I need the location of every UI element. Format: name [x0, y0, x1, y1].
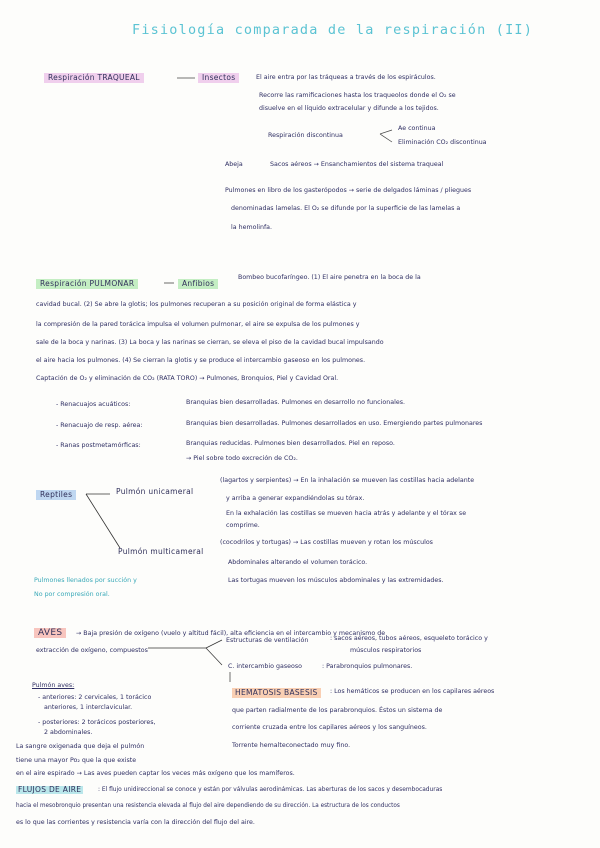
anfibios-line-5: el aire hacia los pulmones. (4) Se cierran la glotis y se produce el intercambio gaseoso en los pulmones. [36, 357, 366, 364]
multicameral-line-1: (cocodrilos y tortugas) → Las costillas mueven y rotan los músculos [220, 539, 433, 546]
label-insectos: Insectos [198, 73, 239, 83]
sacos-anteriores-1: - anteriores: 2 cervicales, 1 torácico [38, 694, 152, 701]
hematosis-heading: HEMATOSIS BASESIS [232, 688, 321, 698]
unicameral-line-4: comprime. [226, 522, 260, 529]
reptiles-side-note-2: No por compresión oral. [34, 591, 110, 598]
flujos-line-2: hacia el mesobronquio presentan una resistencia elevada al flujo del aire dependiendo de su dirección. La estructura de los conductos [16, 803, 400, 809]
estructuras-ventilacion: Estructuras de ventilación [226, 637, 309, 644]
renacuajo-aerea-label: - Renacuajo de resp. aérea: [56, 422, 143, 429]
multicameral-line-3: Las tortugas mueven los músculos abdominales y las extremidades. [228, 577, 444, 584]
aves-line-1: → Baja presión de oxígeno (vuelo y altitud fácil), alta eficiencia en el intercambio y mecanismo de [76, 630, 386, 637]
anfibios-line-3: la compresión de la pared torácica impulsa el volumen pulmonar, el aire se expulsa de los pulmones y [36, 321, 360, 328]
sacos-anteriores-2: anteriores, 1 interclavicular. [44, 704, 133, 711]
ventilacion-text-2: músculos respiratorios [350, 647, 422, 654]
sangre-line-1: La sangre oxigenada que deja el pulmón [16, 743, 145, 750]
ranas-label: - Ranas postmetamórficas: [56, 442, 141, 449]
traqueal-line-2: Recorre las ramificaciones hasta los traqueolos donde el O₂ se [259, 92, 456, 99]
hematosis-line-1: : Los hemáticos se producen en los capilares aéreos [330, 688, 495, 695]
traqueal-line-1: El aire entra por las tráqueas a través de los espiráculos. [256, 74, 436, 81]
flujos-line-3: es lo que las corrientes y resistencia varía con la dirección del flujo del aire. [16, 819, 255, 826]
page-title: Fisiología comparada de la respiración (II) [132, 22, 534, 38]
hematosis-line-3: corriente cruzada entre los capilares aéreos y los sanguíneos. [232, 724, 427, 731]
sacos-aereos: Sacos aéreos → Ensanchamientos del sistema traqueal [270, 161, 444, 168]
heading-traqueal: Respiración TRAQUEAL [44, 73, 144, 83]
ventilacion-text-1: : sacos aéreos, tubos aéreos, esqueleto torácico y [330, 635, 488, 642]
sacos-posteriores-1: - posteriores: 2 torácicos posteriores, [38, 719, 156, 726]
renacuajos-acuaticos-text: Branquias bien desarrolladas. Pulmones en desarrollo no funcionales. [186, 399, 405, 406]
unicameral-line-2: y arriba a generar expandiéndolas su tórax. [226, 495, 365, 502]
pulmones-libro-2: denominadas lamelas. El O₂ se difunde por la superficie de las lamelas a [231, 205, 461, 212]
heading-aves: AVES [34, 628, 66, 638]
unicameral-line-3: En la exhalación las costillas se mueven hacia atrás y adelante y el tórax se [226, 510, 467, 517]
sangre-line-2: tiene una mayor Po₂ que la que existe [16, 757, 137, 764]
pulmon-multicameral: Pulmón multicameral [118, 547, 204, 556]
anfibios-line-4: sale de la boca y narinas. (3) La boca y las narinas se cierran, se eleva el piso de la cavidad bucal impulsando [36, 339, 384, 346]
sangre-line-3: en el aire espirado → Las aves pueden captar los veces más oxígeno que los mamíferos. [16, 770, 295, 777]
aves-line-2: extracción de oxígeno, compuestos [36, 647, 148, 654]
hematosis-line-4: Torrente hemalteconectado muy fino. [232, 742, 351, 749]
ranas-text: Branquias reducidas. Pulmones bien desarrollados. Piel en reposo. [186, 440, 395, 447]
flujos-line-1: : El flujo unidireccional se conoce y están por válvulas aerodinámicas. Las aberturas de los sacos y desembocaduras [98, 787, 443, 793]
label-anfibios: Anfibios [178, 279, 218, 289]
hematosis-line-2: que parten radialmente de los parabronquios. Éstos un sistema de [232, 707, 443, 714]
label-abeja: Abeja [225, 161, 243, 168]
intercambio-gaseoso: C. intercambio gaseoso [228, 663, 302, 670]
pulmones-libro-1: Pulmones en libro de los gasterópodos → serie de delgados láminas / pliegues [225, 187, 472, 194]
anfibios-line-2: cavidad bucal. (2) Se abre la glotis; los pulmones recuperan a su posición original de forma elástica y [36, 301, 357, 308]
sacos-posteriores-2: 2 abdominales. [44, 729, 93, 736]
multicameral-line-2: Abdominales alterando el volumen torácico. [228, 559, 368, 566]
renacuajos-acuaticos-label: - Renacuajos acuáticos: [56, 401, 131, 408]
eliminacion-co2: Eliminación CO₂ discontinua [398, 139, 487, 146]
flujos-heading: FLUJOS DE AIRE [18, 785, 82, 794]
pulmon-unicameral: Pulmón unicameral [116, 487, 194, 496]
captacion-line: Captación de O₂ y eliminación de CO₂ (RATA TORO) → Pulmones, Bronquios, Piel y Cavidad Oral. [36, 375, 339, 382]
intercambio-text: : Parabronquios pulmonares. [322, 663, 413, 670]
anfibios-line-1: Bombeo bucofaríngeo. (1) El aire penetra en la boca de la [238, 274, 421, 281]
ae-continua: Ae continua [398, 125, 436, 132]
renacuajo-aerea-text: Branquias bien desarrolladas. Pulmones desarrollados en uso. Emergiendo partes pulmonares [186, 420, 483, 427]
respiracion-discontinua: Respiración discontinua [268, 132, 343, 139]
heading-pulmonar: Respiración PULMONAR [36, 279, 138, 289]
ranas-piel: → Piel sobre todo excreción de CO₂. [186, 455, 298, 462]
pulmones-libro-3: la hemolinfa. [231, 224, 273, 231]
traqueal-line-3: disuelve en el líquido extracelular y difunde a los tejidos. [259, 105, 439, 112]
reptiles-side-note-1: Pulmones llenados por succión y [34, 577, 137, 584]
unicameral-line-1: (lagartos y serpientes) → En la inhalación se mueven las costillas hacia adelante [220, 477, 475, 484]
pulmon-aves: Pulmón aves: [32, 682, 75, 689]
heading-reptiles: Reptiles [36, 490, 76, 500]
